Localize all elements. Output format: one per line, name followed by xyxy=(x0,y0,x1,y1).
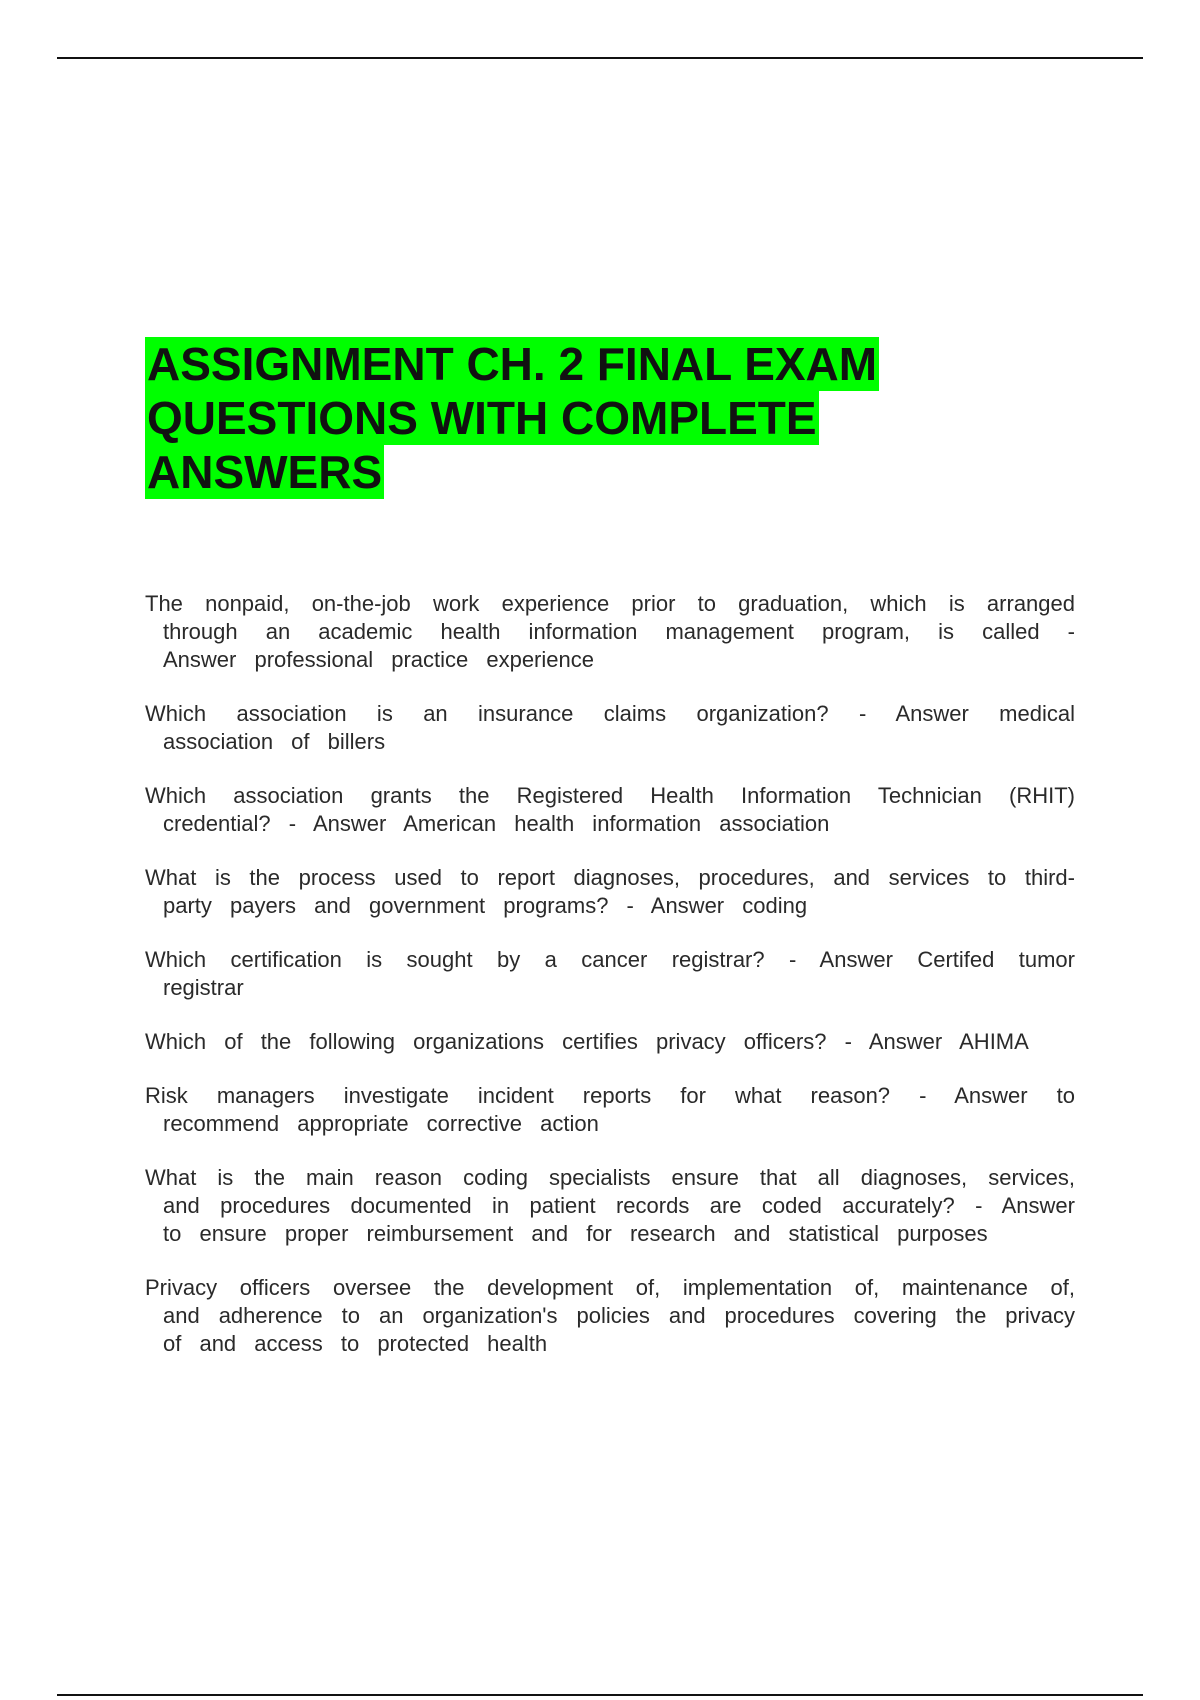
title-line-3: ANSWERS xyxy=(147,446,383,498)
qa-item-6: Which of the following organizations certifies privacy officers? - Answer AHIMA xyxy=(145,1029,1029,1054)
top-rule xyxy=(57,57,1143,59)
qa-item-7: Risk managers investigate incident reports for what reason? - Answer to recommend appropriate corrective action xyxy=(145,1083,1075,1136)
qa-item-3: Which association grants the Registered Health Information Technician (RHIT) credential? - Answer American health information association xyxy=(145,783,1075,836)
qa-item-8: What is the main reason coding specialists ensure that all diagnoses, services, and procedures documented in patient records are coded accurately? - Answer to ensure proper reimbursement and for research and statistical purposes xyxy=(145,1165,1075,1246)
qa-item-1: The nonpaid, on-the-job work experience prior to graduation, which is arranged through an academic health information management program, is called - Answer professional practice experience xyxy=(145,591,1075,672)
qa-item-4: What is the process used to report diagnoses, procedures, and services to third-party payers and government programs? - Answer coding xyxy=(145,865,1075,918)
qa-item-9: Privacy officers oversee the development of, implementation of, maintenance of, and adherence to an organization's policies and procedures covering the privacy of and access to protected health xyxy=(145,1275,1075,1356)
document-title xyxy=(145,337,1045,499)
qa-item-5: Which certification is sought by a cancer registrar? - Answer Certifed tumor registrar xyxy=(145,947,1075,1000)
title-line-1: ASSIGNMENT CH. 2 FINAL EXAM xyxy=(147,338,878,390)
title-line-2: QUESTIONS WITH COMPLETE xyxy=(147,392,817,444)
bottom-rule xyxy=(57,1694,1143,1696)
qa-list xyxy=(145,590,1075,1384)
qa-item-2: Which association is an insurance claims organization? - Answer medical association of billers xyxy=(145,701,1075,754)
